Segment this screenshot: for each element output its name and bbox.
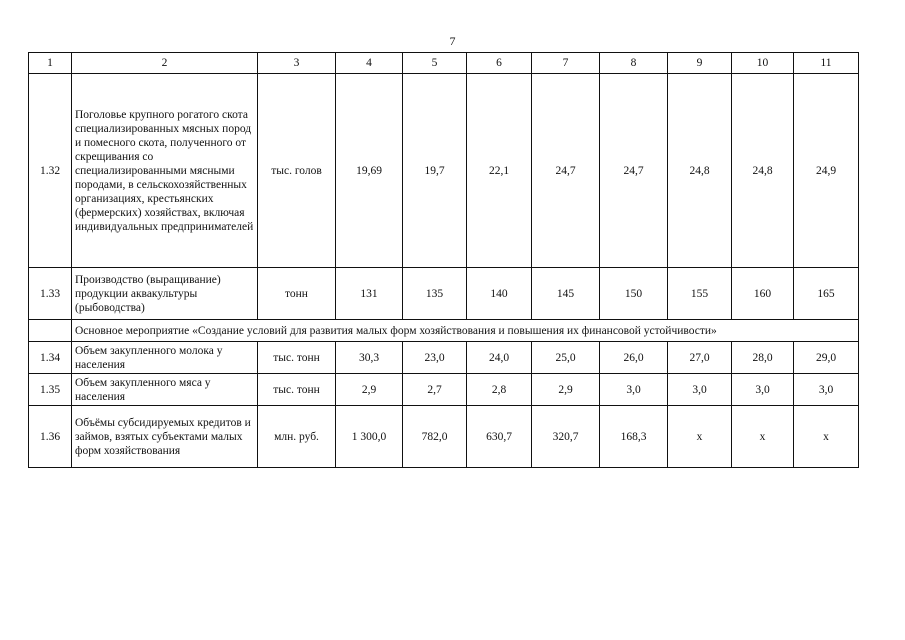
section-row [29, 320, 859, 342]
table-row [29, 74, 859, 268]
row-value: х [732, 406, 794, 468]
row-id: 1.34 [29, 342, 72, 374]
row-value: 22,1 [467, 74, 532, 268]
row-value: 630,7 [467, 406, 532, 468]
row-value: 2,8 [467, 374, 532, 406]
row-value: 26,0 [600, 342, 668, 374]
page-number: 7 [449, 34, 456, 48]
row-value: 3,0 [600, 374, 668, 406]
header-cell: 8 [600, 53, 668, 74]
row-value: 2,7 [403, 374, 467, 406]
table-row [29, 406, 859, 468]
row-id: 1.32 [29, 74, 72, 268]
row-value: 168,3 [600, 406, 668, 468]
row-value: 27,0 [668, 342, 732, 374]
row-value: 3,0 [732, 374, 794, 406]
row-value: 145 [532, 268, 600, 320]
row-description: Производство (выращивание) продукции аквакультуры (рыбоводства) [72, 268, 258, 320]
row-value: 131 [336, 268, 403, 320]
header-cell: 2 [72, 53, 258, 74]
row-value: 28,0 [732, 342, 794, 374]
row-unit: тонн [258, 268, 336, 320]
header-cell: 11 [794, 53, 859, 74]
row-value: 24,8 [732, 74, 794, 268]
row-unit: тыс. голов [258, 74, 336, 268]
header-cell: 4 [336, 53, 403, 74]
row-value: 135 [403, 268, 467, 320]
row-description: Объем закупленного мяса у населения [72, 374, 258, 406]
row-value: 155 [668, 268, 732, 320]
row-value: 160 [732, 268, 794, 320]
row-value: х [794, 406, 859, 468]
row-unit: тыс. тонн [258, 374, 336, 406]
row-description: Поголовье крупного рогатого скота специализированных мясных пород и помесного скота, полученного от скрещивания со специализированными мясными породами, в сельскохозяйственных организациях, крестьянских (фермерских) хозяйствах, включая индивидуальных предпринимателей [72, 74, 258, 268]
row-value: 782,0 [403, 406, 467, 468]
row-value: 320,7 [532, 406, 600, 468]
table-row [29, 342, 859, 374]
header-cell: 1 [29, 53, 72, 74]
row-description: Объёмы субсидируемых кредитов и займов, взятых субъектами малых форм хозяйствования [72, 406, 258, 468]
row-unit: тыс. тонн [258, 342, 336, 374]
row-id: 1.36 [29, 406, 72, 468]
row-value: 24,8 [668, 74, 732, 268]
row-value: 29,0 [794, 342, 859, 374]
table-header-row [29, 53, 859, 74]
header-cell: 9 [668, 53, 732, 74]
table-row [29, 268, 859, 320]
row-value: 19,69 [336, 74, 403, 268]
section-id-cell [29, 320, 72, 342]
row-description: Объем закупленного молока у населения [72, 342, 258, 374]
row-value: 2,9 [336, 374, 403, 406]
header-cell: 5 [403, 53, 467, 74]
row-value: 24,0 [467, 342, 532, 374]
row-value: 150 [600, 268, 668, 320]
header-cell: 6 [467, 53, 532, 74]
row-value: 2,9 [532, 374, 600, 406]
row-value: 30,3 [336, 342, 403, 374]
row-value: 19,7 [403, 74, 467, 268]
row-value: 24,7 [532, 74, 600, 268]
data-table [28, 52, 859, 468]
row-value: 25,0 [532, 342, 600, 374]
row-value: 165 [794, 268, 859, 320]
row-value: 23,0 [403, 342, 467, 374]
row-value: 24,9 [794, 74, 859, 268]
row-value: 3,0 [668, 374, 732, 406]
row-value: 3,0 [794, 374, 859, 406]
row-value: х [668, 406, 732, 468]
row-id: 1.33 [29, 268, 72, 320]
row-value: 1 300,0 [336, 406, 403, 468]
row-value: 140 [467, 268, 532, 320]
header-cell: 10 [732, 53, 794, 74]
header-cell: 3 [258, 53, 336, 74]
table-row [29, 374, 859, 406]
row-unit: млн. руб. [258, 406, 336, 468]
header-cell: 7 [532, 53, 600, 74]
section-title: Основное мероприятие «Создание условий для развития малых форм хозяйствования и повышения их финансовой устойчивости» [72, 320, 859, 342]
row-value: 24,7 [600, 74, 668, 268]
row-id: 1.35 [29, 374, 72, 406]
